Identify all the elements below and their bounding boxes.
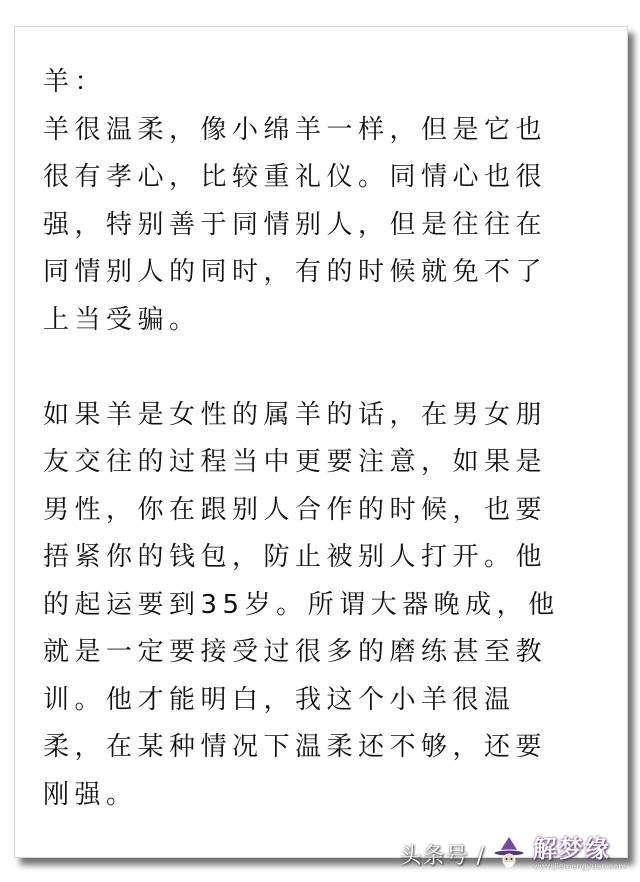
text-line: 就是一定要接受过很多的磨练甚至教 — [43, 637, 548, 667]
wizard-logo-icon — [489, 834, 529, 874]
text-line: 强，特别善于同情别人，但是往往在 — [43, 209, 548, 240]
text-line: 柔，在某种情况下温柔还不够，还要 — [43, 732, 548, 762]
watermark-brand-name: 解梦缘 — [532, 835, 611, 863]
watermark-url: www.jiemengyuan.com — [532, 862, 626, 871]
text-line: 同情别人的同时，有的时候就免不了 — [43, 257, 548, 287]
watermark-source: 头条号 / — [399, 843, 485, 869]
text-line: 刚强。 — [43, 779, 138, 810]
text-line: 很有孝心，比较重礼仪。同情心也很 — [43, 162, 548, 192]
watermark-brand — [533, 837, 626, 871]
text-line: 友交往的过程当中更要注意，如果是 — [43, 447, 548, 477]
article-text — [43, 59, 603, 819]
text-line: 的起运要到35岁。所谓大器晚成，他 — [43, 589, 560, 620]
text-line: 上当受骗。 — [43, 304, 201, 335]
text-line: 羊： — [43, 67, 107, 97]
text-line: 捂紧你的钱包，防止被别人打开。他 — [43, 542, 548, 572]
paragraph-gap — [43, 344, 603, 392]
text-line: 如果羊是女性的属羊的话，在男女朋 — [43, 399, 548, 430]
article-card — [14, 26, 628, 858]
text-line: 男性，你在跟别人合作的时候，也要 — [43, 494, 548, 525]
text-line: 训。他才能明白，我这个小羊很温 — [43, 684, 516, 715]
text-line: 羊很温柔，像小绵羊一样，但是它也 — [43, 114, 548, 145]
watermark — [400, 834, 626, 874]
